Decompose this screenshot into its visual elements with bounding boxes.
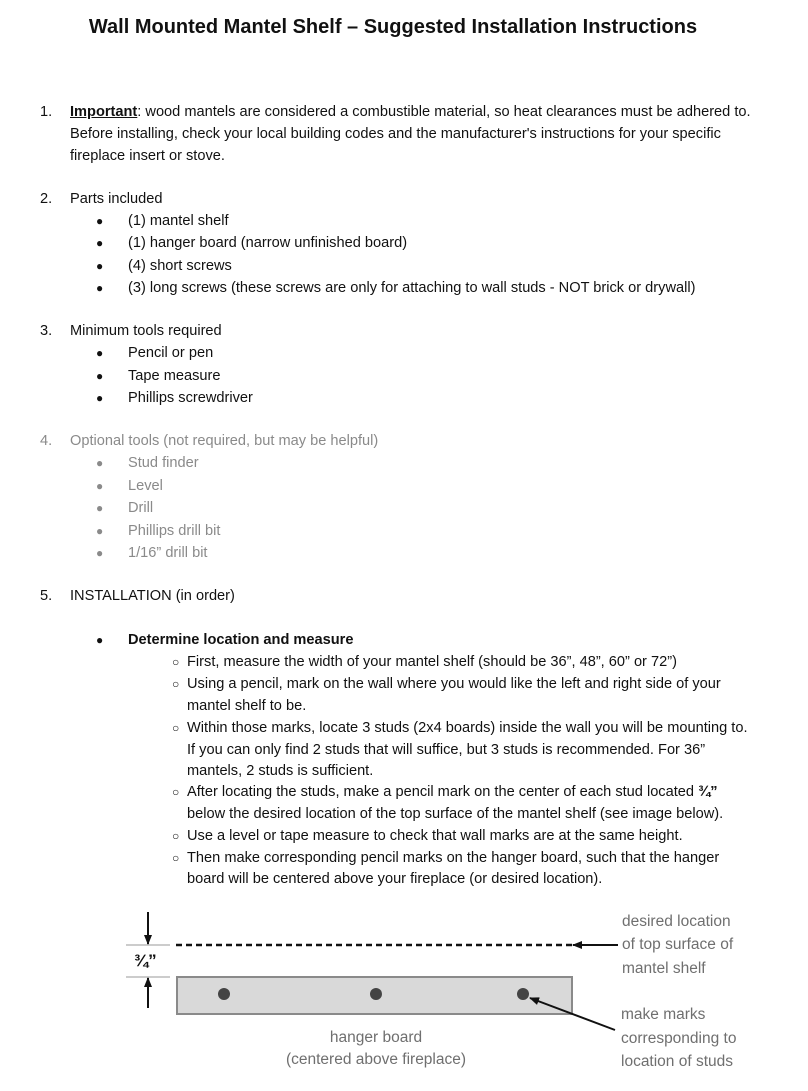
bullet-icon: ● — [96, 346, 104, 360]
installation-heading: INSTALLATION (in order) — [70, 588, 235, 604]
circle-bullet-icon: ○ — [172, 677, 180, 691]
bullet-icon: ● — [96, 546, 104, 560]
list-item: Phillips drill bit — [128, 523, 221, 539]
step-line: mantels, 2 studs is sufficient. — [187, 763, 374, 779]
important-line-2: Before installing, check your local building codes and the manufacturer's instructions for your specific — [70, 126, 721, 142]
step-line: board will be centered above your fireplace (or desired location). — [187, 871, 603, 887]
list-item: Phillips screwdriver — [128, 390, 253, 406]
top-surface-label: of top surface of — [622, 936, 734, 953]
circle-bullet-icon: ○ — [172, 655, 180, 669]
stud-mark — [218, 988, 230, 1000]
top-surface-label: desired location — [622, 913, 731, 930]
section-number: 3. — [40, 323, 53, 339]
measurement-value: ¾” — [698, 784, 718, 800]
list-item: (3) long screws (these screws are only for attaching to wall studs - NOT brick or drywall) — [128, 280, 696, 296]
bullet-icon: ● — [96, 479, 104, 493]
step-line: If you can only find 2 studs that will suffice, but 3 studs is recommended. For 36” — [187, 742, 706, 758]
section-number: 1. — [40, 104, 53, 120]
bullet-icon: ● — [96, 456, 104, 470]
step-line: mantel shelf to be. — [187, 698, 307, 714]
stud-marks-label: corresponding to — [621, 1030, 737, 1047]
bullet-icon: ● — [96, 391, 104, 405]
circle-bullet-icon: ○ — [172, 721, 180, 735]
top-surface-label: mantel shelf — [622, 960, 706, 977]
installation-subheading: Determine location and measure — [128, 632, 354, 648]
list-item: Pencil or pen — [128, 345, 214, 361]
list-item: Level — [128, 478, 163, 494]
bullet-icon: ● — [96, 236, 104, 250]
min-tools-heading: Minimum tools required — [70, 323, 222, 339]
bullet-icon: ● — [96, 281, 104, 295]
stud-mark — [517, 988, 529, 1000]
step-text: After locating the studs, make a pencil mark on the center of each stud located — [187, 784, 699, 800]
stud-marks-label: make marks — [621, 1006, 706, 1023]
important-text: : wood mantels are considered a combustible material, so heat clearances must be adhered to. — [137, 104, 751, 120]
circle-bullet-icon: ○ — [172, 785, 180, 799]
step-line: First, measure the width of your mantel shelf (should be 36”, 48”, 60” or 72”) — [187, 654, 677, 670]
bullet-icon: ● — [96, 259, 104, 273]
list-item: Drill — [128, 500, 154, 516]
page-title: Wall Mounted Mantel Shelf – Suggested Installation Instructions — [88, 16, 698, 38]
list-item: (4) short screws — [128, 258, 232, 274]
step-line: Then make corresponding pencil marks on the hanger board, such that the hanger — [187, 850, 720, 866]
important-line-3: fireplace insert or stove. — [70, 148, 225, 164]
bullet-icon: ● — [96, 633, 104, 647]
bullet-icon: ● — [96, 369, 104, 383]
list-item: Tape measure — [128, 368, 221, 384]
step-line: Using a pencil, mark on the wall where you would like the left and right side of your — [187, 676, 721, 692]
stud-marks-label: location of studs — [621, 1053, 734, 1070]
bullet-icon: ● — [96, 214, 104, 228]
measure-label: ¾” — [134, 951, 157, 970]
bullet-icon: ● — [96, 501, 104, 515]
circle-bullet-icon: ○ — [172, 829, 180, 843]
section-number: 5. — [40, 588, 53, 604]
list-item: 1/16” drill bit — [128, 545, 208, 561]
optional-tools-heading: Optional tools (not required, but may be helpful) — [70, 433, 379, 449]
important-heading: Important — [70, 104, 138, 120]
list-item: (1) mantel shelf — [128, 213, 229, 229]
stud-mark — [370, 988, 382, 1000]
step-line: Use a level or tape measure to check that wall marks are at the same height. — [187, 828, 683, 844]
list-item: Stud finder — [128, 455, 199, 471]
parts-heading: Parts included — [70, 191, 163, 207]
hanger-board-label: (centered above fireplace) — [285, 1051, 467, 1068]
section-number: 2. — [40, 191, 53, 207]
hanger-board-label: hanger board — [329, 1029, 423, 1046]
step-line: Within those marks, locate 3 studs (2x4 boards) inside the wall you will be mounting to. — [187, 720, 748, 736]
step-line: below the desired location of the top surface of the mantel shelf (see image below). — [187, 806, 724, 822]
circle-bullet-icon: ○ — [172, 851, 180, 865]
bullet-icon: ● — [96, 524, 104, 538]
list-item: (1) hanger board (narrow unfinished board) — [128, 235, 408, 251]
section-number: 4. — [40, 433, 53, 449]
